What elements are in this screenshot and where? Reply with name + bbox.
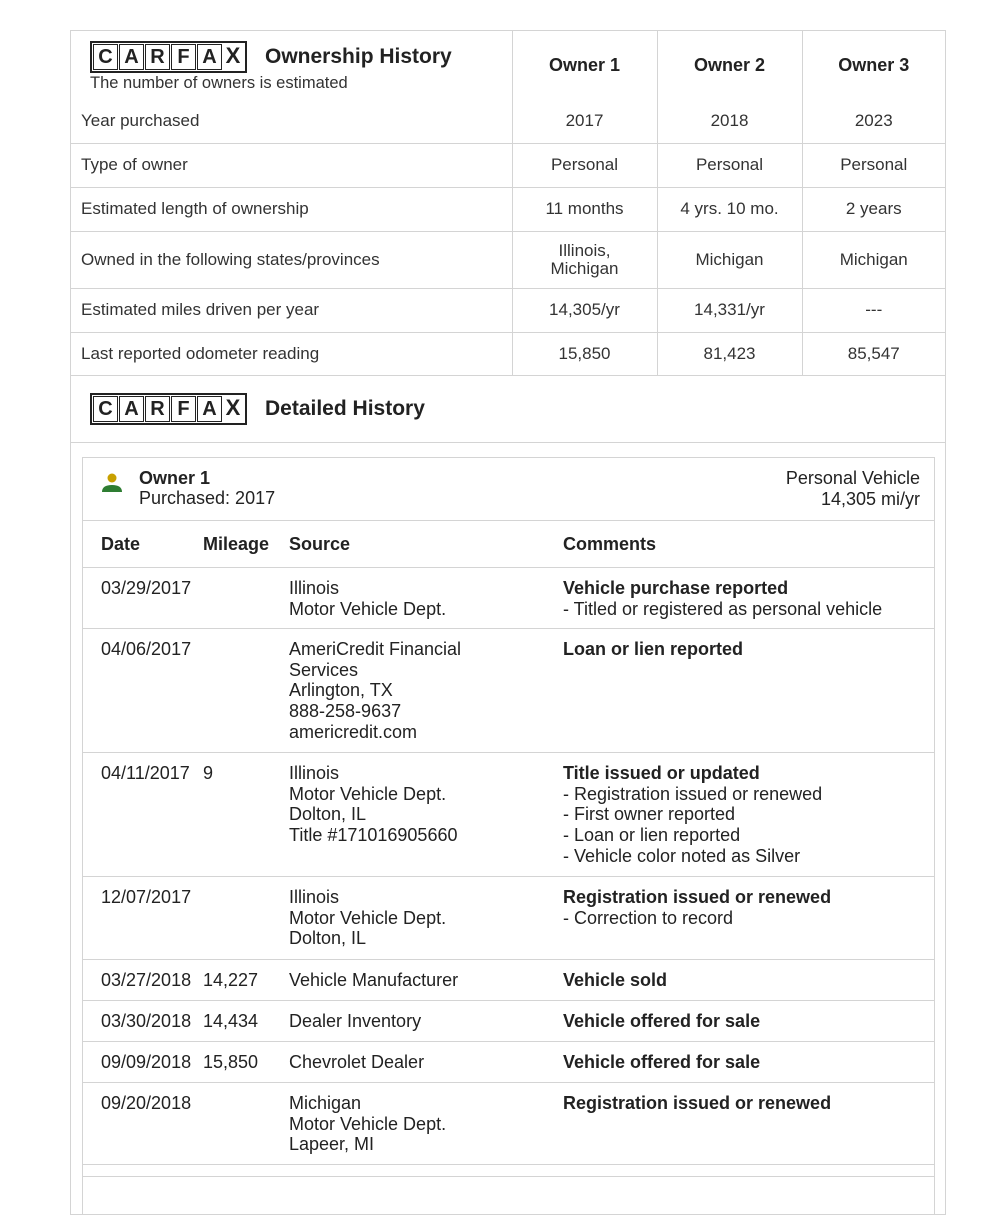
owner-3-value: Michigan xyxy=(802,231,945,288)
ownership-history-card xyxy=(70,30,946,377)
record-comments xyxy=(563,1083,934,1165)
record-mileage xyxy=(203,877,289,960)
history-record-row xyxy=(83,629,934,753)
owner-2-value: 81,423 xyxy=(657,332,802,376)
comment-item: - Vehicle color noted as Silver xyxy=(563,845,801,866)
ownership-row xyxy=(71,187,945,231)
comment-title: Vehicle sold xyxy=(563,970,668,990)
history-record-row xyxy=(83,1042,934,1083)
owner-1-value: 2017 xyxy=(512,99,657,143)
comment-title: Registration issued or renewed xyxy=(563,887,832,907)
source-line: Motor Vehicle Dept. xyxy=(289,598,447,619)
comment-item: - Titled or registered as personal vehicle xyxy=(563,598,883,619)
history-record-row xyxy=(83,877,934,960)
col-comments: Comments xyxy=(563,521,934,568)
record-comments xyxy=(563,1042,934,1083)
owner-3-value: --- xyxy=(802,288,945,332)
source-line: americredit.com xyxy=(289,721,418,742)
owner-3-header: Owner 3 xyxy=(802,31,945,99)
record-comments xyxy=(563,877,934,960)
detailed-history-title: Detailed History xyxy=(265,397,425,420)
comment-item: - Loan or lien reported xyxy=(563,825,741,846)
vehicle-type: Personal Vehicle xyxy=(785,468,920,488)
owner-2-value: 2018 xyxy=(657,99,802,143)
owner-2-value: 4 yrs. 10 mo. xyxy=(657,187,802,231)
owner-1-value: 14,305/yr xyxy=(512,288,657,332)
record-mileage: 9 xyxy=(203,753,289,877)
owner-vehicle-summary xyxy=(786,468,920,509)
carfax-logo: C A R F A X xyxy=(90,393,247,425)
record-date: 12/07/2017 xyxy=(83,877,203,960)
ownership-header-row xyxy=(71,31,945,99)
ownership-row xyxy=(71,143,945,187)
source-line: Motor Vehicle Dept. xyxy=(289,907,447,928)
record-mileage: 14,434 xyxy=(203,1001,289,1042)
record-date: 09/20/2018 xyxy=(83,1083,203,1165)
owner-1-section xyxy=(82,457,935,1214)
comment-title: Vehicle purchase reported xyxy=(563,578,789,598)
ownership-table xyxy=(71,31,945,376)
source-line: 888-258-9637 xyxy=(289,701,402,722)
source-line: Motor Vehicle Dept. xyxy=(289,1113,447,1134)
source-line: AmeriCredit Financial xyxy=(289,639,462,659)
record-source xyxy=(289,568,563,629)
source-line: Illinois xyxy=(289,887,340,907)
ownership-row-label: Type of owner xyxy=(71,143,512,187)
owner-2-value: Personal xyxy=(657,143,802,187)
owner-3-value: 2023 xyxy=(802,99,945,143)
history-record-row xyxy=(83,1001,934,1042)
comment-item: - Correction to record xyxy=(563,907,734,928)
history-record-row xyxy=(83,1083,934,1165)
ownership-row-label: Estimated length of ownership xyxy=(71,187,512,231)
detailed-history-card xyxy=(70,375,946,1215)
ownership-row-label: Owned in the following states/provinces xyxy=(71,231,512,288)
comment-item: - First owner reported xyxy=(563,804,736,825)
carfax-logo: C A R F A X xyxy=(90,41,247,73)
ownership-row xyxy=(71,332,945,376)
record-date: 09/09/2018 xyxy=(83,1042,203,1083)
owner-1-value: Personal xyxy=(512,143,657,187)
record-source xyxy=(289,960,563,1001)
record-date: 04/06/2017 xyxy=(83,629,203,753)
comment-item: - Registration issued or renewed xyxy=(563,783,823,804)
comment-title: Vehicle offered for sale xyxy=(563,1052,761,1072)
source-line: Dealer Inventory xyxy=(289,1011,422,1031)
record-source xyxy=(289,629,563,753)
source-line: Services xyxy=(289,659,359,680)
person-icon xyxy=(101,472,123,494)
source-line: Illinois xyxy=(289,763,340,783)
source-line: Arlington, TX xyxy=(289,680,393,701)
source-line: Motor Vehicle Dept. xyxy=(289,783,447,804)
ownership-subtitle: The number of owners is estimated xyxy=(90,74,348,92)
source-line: Chevrolet Dealer xyxy=(289,1052,425,1072)
ownership-row xyxy=(71,288,945,332)
owner-2-value: Michigan xyxy=(657,231,802,288)
owner-3-value: Personal xyxy=(802,143,945,187)
record-source xyxy=(289,1083,563,1165)
record-source xyxy=(289,1042,563,1083)
record-mileage xyxy=(203,1083,289,1165)
history-record-row xyxy=(83,568,934,629)
record-comments xyxy=(563,960,934,1001)
record-source xyxy=(289,753,563,877)
owner-1-header: Owner 1 xyxy=(512,31,657,99)
source-line: Dolton, IL xyxy=(289,928,367,949)
record-mileage: 14,227 xyxy=(203,960,289,1001)
ownership-row-label: Last reported odometer reading xyxy=(71,332,512,376)
ownership-row xyxy=(71,99,945,143)
comment-title: Registration issued or renewed xyxy=(563,1093,832,1113)
history-record-row xyxy=(83,753,934,877)
owner-summary xyxy=(83,458,934,521)
detailed-history-header xyxy=(71,376,945,443)
record-date: 03/30/2018 xyxy=(83,1001,203,1042)
comment-title: Vehicle offered for sale xyxy=(563,1011,761,1031)
ownership-row-label: Year purchased xyxy=(71,99,512,143)
record-comments xyxy=(563,629,934,753)
miles-per-year: 14,305 mi/yr xyxy=(820,488,920,509)
owner-2-value: 14,331/yr xyxy=(657,288,802,332)
source-line: Lapeer, MI xyxy=(289,1134,375,1155)
owner-3-value: 2 years xyxy=(802,187,945,231)
ownership-title: Ownership History xyxy=(265,45,452,68)
record-date: 04/11/2017 xyxy=(83,753,203,877)
ownership-row xyxy=(71,231,945,288)
owner-1-value: Illinois, Michigan xyxy=(512,231,657,288)
col-source: Source xyxy=(289,521,563,568)
record-comments xyxy=(563,753,934,877)
comment-title: Loan or lien reported xyxy=(563,639,744,659)
record-mileage xyxy=(203,629,289,753)
owner-name: Owner 1 xyxy=(139,468,211,488)
ownership-brand-cell xyxy=(71,31,512,99)
record-comments xyxy=(563,568,934,629)
owner-purchased: Purchased: 2017 xyxy=(139,488,276,508)
col-date: Date xyxy=(83,521,203,568)
history-record-row xyxy=(83,960,934,1001)
record-comments xyxy=(563,1001,934,1042)
record-date: 03/29/2017 xyxy=(83,568,203,629)
owner-2-header: Owner 2 xyxy=(657,31,802,99)
source-line: Title #171016905660 xyxy=(289,825,458,846)
record-source xyxy=(289,1001,563,1042)
record-source xyxy=(289,877,563,960)
source-line: Vehicle Manufacturer xyxy=(289,970,459,990)
source-line: Illinois xyxy=(289,578,340,598)
owner-1-value: 11 months xyxy=(512,187,657,231)
record-mileage xyxy=(203,568,289,629)
owner-3-value: 85,547 xyxy=(802,332,945,376)
col-mileage: Mileage xyxy=(203,521,289,568)
record-date: 03/27/2018 xyxy=(83,960,203,1001)
owner-1-value: 15,850 xyxy=(512,332,657,376)
source-line: Michigan xyxy=(289,1093,362,1113)
record-mileage: 15,850 xyxy=(203,1042,289,1083)
ownership-row-label: Estimated miles driven per year xyxy=(71,288,512,332)
source-line: Dolton, IL xyxy=(289,804,367,825)
comment-title: Title issued or updated xyxy=(563,763,760,783)
records-header-row xyxy=(83,521,934,568)
history-records-table xyxy=(83,521,934,1165)
next-owner-section-edge xyxy=(82,1176,935,1217)
